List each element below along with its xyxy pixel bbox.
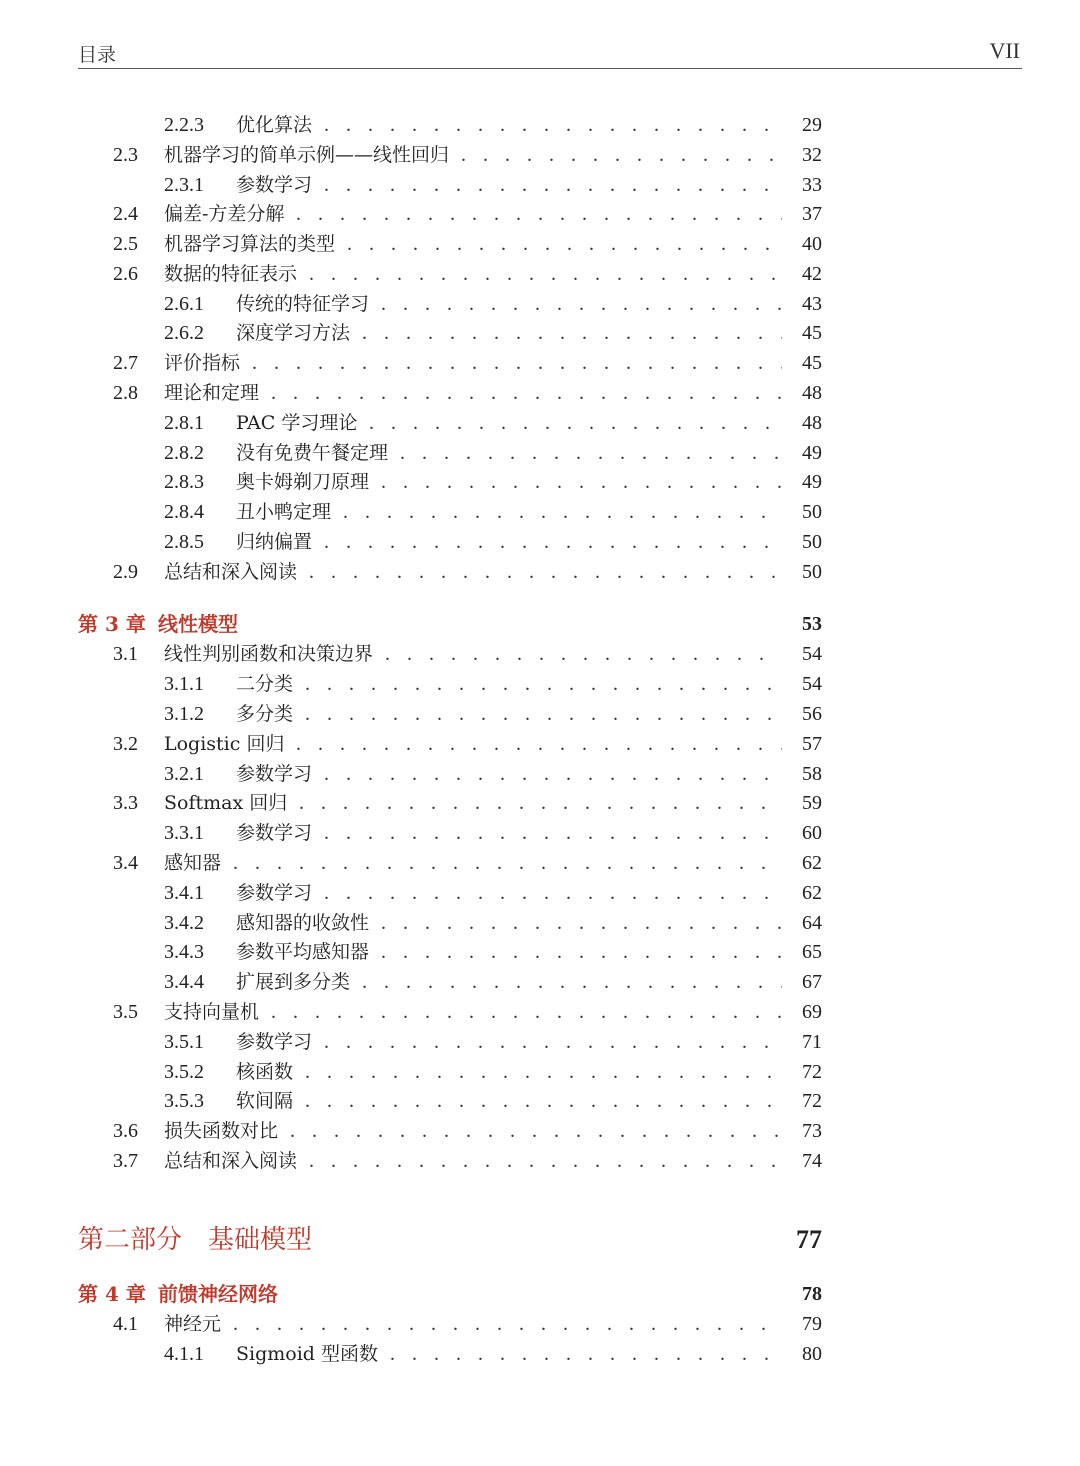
toc-entry-row[interactable] [0,639,1080,669]
section-title: Sigmoid 型函数 [236,1339,384,1369]
page-number: 74 [802,1150,822,1172]
dot-leader [324,1027,782,1057]
toc-entry-row[interactable] [0,669,1080,699]
toc-entry-row[interactable] [0,497,1080,527]
section-title: 奥卡姆剃刀原理 [236,467,375,497]
section-number: 3.7 [113,1150,138,1172]
page-number: 48 [802,412,822,434]
page-number: 78 [802,1283,822,1305]
section-title: 感知器的收敛性 [236,908,375,938]
dot-leader [271,997,782,1027]
section-title: 机器学习的简单示例——线性回归 [164,140,455,170]
section-title: 评价指标 [164,348,246,378]
section-title: 多分类 [236,699,299,729]
page-number: 43 [802,293,822,315]
section-title: 深度学习方法 [236,318,356,348]
dot-leader [381,908,782,938]
toc-entry-row[interactable] [0,788,1080,818]
page-number: 45 [802,352,822,374]
page-number: 48 [802,382,822,404]
section-title: 感知器 [164,848,227,878]
toc-entry-row[interactable] [0,818,1080,848]
dot-leader [400,438,782,468]
page-number: 49 [802,471,822,493]
section-number: 2.8.1 [164,412,204,434]
page-number: 57 [802,733,822,755]
page-number: 49 [802,442,822,464]
chapter-title: 线性模型 [158,612,238,636]
section-number: 2.3.1 [164,174,204,196]
page-number: 37 [802,203,822,225]
dot-leader [390,1339,782,1369]
toc-entry-row[interactable] [0,170,1080,200]
section-number: 3.4 [113,852,138,874]
section-title: 理论和定理 [164,378,265,408]
toc-entry-row[interactable] [0,1086,1080,1116]
toc-entry-row[interactable] [0,1027,1080,1057]
toc-entry-row[interactable] [0,467,1080,497]
toc-entry-row[interactable] [0,110,1080,140]
section-number: 4.1.1 [164,1343,204,1365]
section-number: 2.8 [113,382,138,404]
page-number: 65 [802,941,822,963]
dot-leader [296,729,782,759]
dot-leader [324,818,782,848]
toc-entry-row[interactable] [0,759,1080,789]
dot-leader [271,378,782,408]
toc-entry-row[interactable] [0,967,1080,997]
dot-leader [290,1116,782,1146]
section-title: 数据的特征表示 [164,259,303,289]
toc-entry-row[interactable] [0,557,1080,587]
section-title: 参数学习 [236,170,318,200]
section-title: 优化算法 [236,110,318,140]
dot-leader [233,1309,782,1339]
section-title: Logistic 回归 [164,729,290,759]
section-number: 3.5.1 [164,1031,204,1053]
section-number: 3.1.2 [164,703,204,725]
part-title: 第二部分 基础模型 [78,1225,313,1255]
dot-leader [381,289,782,319]
dot-leader [309,259,782,289]
page-number: 67 [802,971,822,993]
page-number: 50 [802,561,822,583]
dot-leader [324,878,782,908]
section-number: 2.6 [113,263,138,285]
section-number: 2.2.3 [164,114,204,136]
section-number: 3.3.1 [164,822,204,844]
section-number: 2.6.2 [164,322,204,344]
page-number: 56 [802,703,822,725]
page-number: 32 [802,144,822,166]
page-number: 29 [802,114,822,136]
section-number: 4.1 [113,1313,138,1335]
toc-entry-row[interactable] [0,438,1080,468]
page-header [78,36,1022,69]
toc-entry-row[interactable] [0,1309,1080,1339]
section-number: 3.5.3 [164,1090,204,1112]
toc-entry-row[interactable] [0,1116,1080,1146]
dot-leader [347,229,782,259]
section-title: 传统的特征学习 [236,289,375,319]
section-title: 参数学习 [236,759,318,789]
toc-entry-row[interactable] [0,259,1080,289]
page-number: 59 [802,792,822,814]
section-number: 3.5.2 [164,1061,204,1083]
page-number: 62 [802,882,822,904]
toc-entry-row[interactable] [0,289,1080,319]
section-title: 总结和深入阅读 [164,557,303,587]
page-number: 33 [802,174,822,196]
section-number: 3.1 [113,643,138,665]
toc-entry-row[interactable] [0,699,1080,729]
dot-leader [309,557,782,587]
dot-leader [309,1146,782,1176]
toc-entry-row[interactable] [0,878,1080,908]
dot-leader [362,967,782,997]
section-title: 参数学习 [236,818,318,848]
section-title: 偏差-方差分解 [164,199,290,229]
dot-leader [381,467,782,497]
toc-chapter-row[interactable] [0,1279,1080,1309]
dot-leader [305,699,782,729]
page-number: 72 [802,1090,822,1112]
section-title: 参数学习 [236,1027,318,1057]
section-title: 归纳偏置 [236,527,318,557]
section-number: 3.4.4 [164,971,204,993]
page-number: 40 [802,233,822,255]
toc-entry-row[interactable] [0,527,1080,557]
page-number: 62 [802,852,822,874]
dot-leader [343,497,782,527]
dot-leader [362,318,782,348]
toc-entry-row[interactable] [0,140,1080,170]
page-number: 72 [802,1061,822,1083]
dot-leader [461,140,782,170]
page-number: 58 [802,763,822,785]
chapter-title: 前馈神经网络 [158,1282,278,1306]
section-number: 3.2 [113,733,138,755]
section-title: 没有免费午餐定理 [236,438,394,468]
toc-entry-row[interactable] [0,908,1080,938]
dot-leader [324,170,782,200]
section-number: 2.5 [113,233,138,255]
section-number: 3.6 [113,1120,138,1142]
section-title: 机器学习算法的类型 [164,229,341,259]
dot-leader [324,110,782,140]
toc-entry-row[interactable] [0,848,1080,878]
section-title: 支持向量机 [164,997,265,1027]
dot-leader [252,348,782,378]
section-number: 2.8.3 [164,471,204,493]
dot-leader [385,639,782,669]
section-number: 3.4.3 [164,941,204,963]
page-number-roman: VII [989,38,1020,63]
toc-entry-row[interactable] [0,997,1080,1027]
chapter-number: 第 4 章 [78,1282,146,1306]
dot-leader [324,759,782,789]
section-number: 2.9 [113,561,138,583]
section-title: 核函数 [236,1057,299,1087]
toc-entry-row[interactable] [0,378,1080,408]
toc-entry-row[interactable] [0,199,1080,229]
section-number: 3.4.2 [164,912,204,934]
dot-leader [324,527,782,557]
section-title: PAC 学习理论 [236,408,363,438]
page-number: 50 [802,501,822,523]
section-title: Softmax 回归 [164,788,293,818]
section-title: 总结和深入阅读 [164,1146,303,1176]
section-number: 2.7 [113,352,138,374]
toc-entry-row[interactable] [0,408,1080,438]
page-number: 54 [802,643,822,665]
page-number: 69 [802,1001,822,1023]
page-number: 73 [802,1120,822,1142]
page-number: 53 [802,613,822,635]
dot-leader [305,669,782,699]
section-title: 二分类 [236,669,299,699]
toc-entry-row[interactable] [0,937,1080,967]
toc-entry-row[interactable] [0,348,1080,378]
toc-part-row[interactable] [0,1220,1080,1260]
section-number: 3.2.1 [164,763,204,785]
section-title: 丑小鸭定理 [236,497,337,527]
toc-entry-row[interactable] [0,729,1080,759]
section-number: 3.4.1 [164,882,204,904]
section-title: 神经元 [164,1309,227,1339]
page-number: 50 [802,531,822,553]
section-number: 2.8.2 [164,442,204,464]
page-number: 42 [802,263,822,285]
toc-entry-row[interactable] [0,318,1080,348]
toc-entry-row[interactable] [0,1146,1080,1176]
section-title: 软间隔 [236,1086,299,1116]
toc-entry-row[interactable] [0,1057,1080,1087]
page-number: 79 [802,1313,822,1335]
section-number: 2.8.4 [164,501,204,523]
toc-entry-row[interactable] [0,229,1080,259]
section-title: 参数学习 [236,878,318,908]
dot-leader [299,788,782,818]
dot-leader [381,937,782,967]
toc-chapter-row[interactable] [0,609,1080,639]
dot-leader [233,848,782,878]
section-number: 2.3 [113,144,138,166]
section-number: 2.6.1 [164,293,204,315]
section-number: 2.8.5 [164,531,204,553]
section-title: 扩展到多分类 [236,967,356,997]
page-number: 54 [802,673,822,695]
dot-leader [305,1086,782,1116]
dot-leader [296,199,782,229]
running-head-title: 目录 [78,44,117,66]
page-number: 60 [802,822,822,844]
toc-entry-row[interactable] [0,1339,1080,1369]
section-title: 参数平均感知器 [236,937,375,967]
page-number: 77 [796,1225,822,1254]
page-number: 80 [802,1343,822,1365]
dot-leader [369,408,782,438]
section-title: 线性判别函数和决策边界 [164,639,379,669]
section-number: 2.4 [113,203,138,225]
section-title: 损失函数对比 [164,1116,284,1146]
dot-leader [305,1057,782,1087]
page-number: 64 [802,912,822,934]
page-number: 45 [802,322,822,344]
section-number: 3.5 [113,1001,138,1023]
page-number: 71 [802,1031,822,1053]
section-number: 3.3 [113,792,138,814]
section-number: 3.1.1 [164,673,204,695]
chapter-number: 第 3 章 [78,612,146,636]
